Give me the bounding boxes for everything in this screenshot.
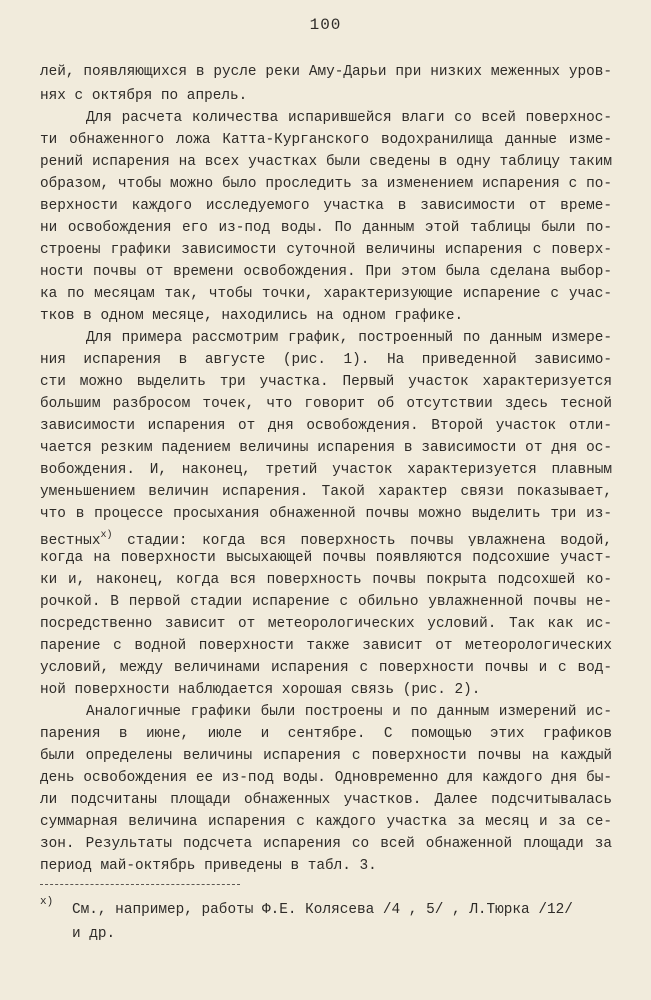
- text-line: ки и, наконец, когда вся поверхность почвы покрыта подсохшей ко-: [40, 572, 612, 588]
- text-line: суммарная величина испарения с каждого участка за месяц и за се-: [40, 814, 612, 830]
- footnote-line: и др.: [72, 926, 116, 942]
- text-line: когда на поверхности высыхающей почвы появляются подсохшие участ-: [40, 550, 612, 566]
- text-line: уменьшением величин испарения. Такой характер связи показывает,: [40, 484, 612, 500]
- text-line: сти можно выделить три участка. Первый участок характеризуется: [40, 374, 612, 390]
- text-line: нях с октября по апрель.: [40, 88, 248, 104]
- text-line: ни освобождения его из-под воды. По данным этой таблицы были по-: [40, 220, 612, 236]
- text-line: ти обнаженного ложа Катта-Курганского водохранилища данные изме-: [40, 132, 612, 148]
- text-line: тков в одном месяце, находились на одном графике.: [40, 308, 464, 324]
- text-line: ка по месяцам так, чтобы точки, характеризующие испарение с учас-: [40, 286, 612, 302]
- text-line: посредственно зависит от метеорологических условий. Так как ис-: [40, 616, 612, 632]
- text-line: день освобождения ее из-под воды. Одновременно для каждого дня бы-: [40, 770, 612, 786]
- text-line: парения в июне, июле и сентябре. С помощью этих графиков: [40, 726, 612, 742]
- text-line-rest: стадии: когда вся поверхность почвы увлажнена водой,: [127, 533, 612, 546]
- text-line: Аналогичные графики были построены и по данным измерений ис-: [86, 704, 612, 720]
- footnote-divider: [40, 884, 240, 885]
- text-line: ности почвы от времени освобождения. При этом была сделана выбор-: [40, 264, 612, 280]
- footnote-reference: x): [100, 530, 113, 541]
- text-line: условий, между величинами испарения с поверхности почвы и с вод-: [40, 660, 612, 676]
- text-line: ния испарения в августе (рис. 1). На приведенной зависимо-: [40, 352, 612, 368]
- text-line: большим разбросом точек, что говорит об отсутствии здесь тесной: [40, 396, 612, 412]
- text-line: рений испарения на всех участках были сведены в одну таблицу таким: [40, 154, 612, 170]
- text-line: что в процессе просыхания обнаженной почвы можно выделить три из-: [40, 506, 612, 522]
- text-line: чается резким падением величины испарения в зависимости от дня ос-: [40, 440, 612, 456]
- text-line: строены графики зависимости суточной величины испарения с поверх-: [40, 242, 612, 258]
- text-line: ли подсчитаны площади обнаженных участков. Далее подсчитывалась: [40, 792, 612, 808]
- text-line: Для расчета количества испарившейся влаги со всей поверхнос-: [86, 110, 612, 126]
- text-line: образом, чтобы можно было проследить за изменением испарения с по-: [40, 176, 612, 192]
- text-line: зон. Результаты подсчета испарения со всей обнаженной площади за: [40, 836, 612, 852]
- text-line: были определены величины испарения с поверхности почвы на каждый: [40, 748, 612, 764]
- footnote-mark: x): [40, 896, 54, 908]
- text-line: вобождения. И, наконец, третий участок характеризуется плавным: [40, 462, 612, 478]
- page-number: 100: [309, 16, 342, 34]
- text-line: период май-октябрь приведены в табл. 3.: [40, 858, 377, 874]
- footnote-line: См., например, работы Ф.Е. Колясева /4 , 5/ , Л.Тюрка /12/: [72, 902, 573, 918]
- text-line: ной поверхности наблюдается хорошая связь (рис. 2).: [40, 682, 481, 698]
- text-line: лей, появляющихся в русле реки Аму-Дарьи при низких меженных уров-: [40, 64, 612, 80]
- text-line: верхности каждого исследуемого участка в зависимости от време-: [40, 198, 612, 214]
- text-line: зависимости испарения от дня освобождения. Второй участок отли-: [40, 418, 612, 434]
- inline-word: вестных: [40, 533, 101, 546]
- text-line-with-footnote-ref: [40, 526, 612, 546]
- text-line: рочкой. В первой стадии испарение с обильно увлажненной почвы не-: [40, 594, 612, 610]
- text-line: Для примера рассмотрим график, построенный по данным измере-: [86, 330, 612, 346]
- text-line: парение с водной поверхности также зависит от метеорологических: [40, 638, 612, 654]
